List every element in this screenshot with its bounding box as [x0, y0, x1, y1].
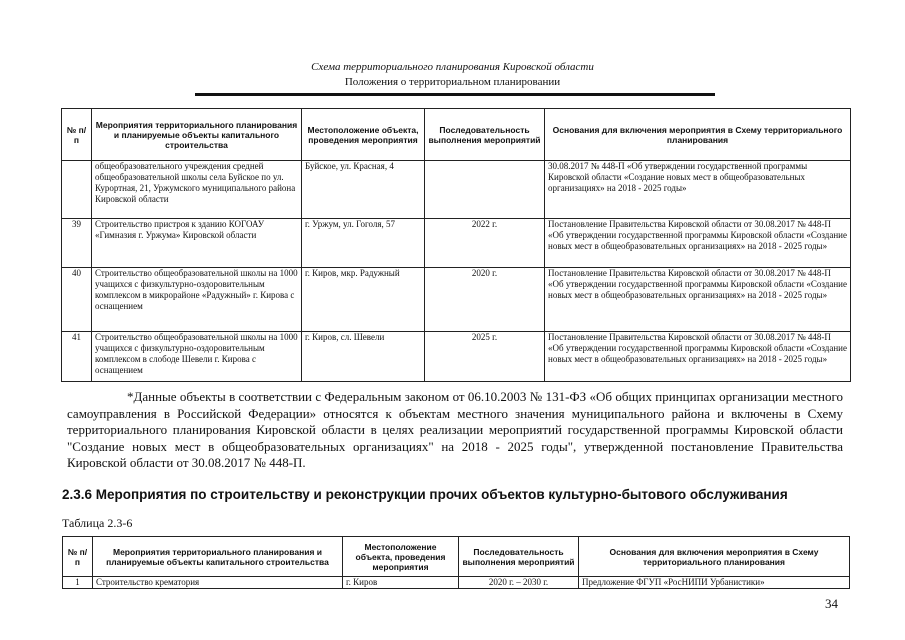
cell-sequence: 2025 г. [425, 332, 545, 382]
cell-basis: Постановление Правительства Кировской области от 30.08.2017 № 448-П «Об утверждении государственной программы Кировской области «Создание новых мест в общеобразовательных организациях» на 2018 - 2025 годы» [545, 219, 851, 268]
col-header-basis: Основания для включения мероприятия в Схему территориального планирования [579, 537, 850, 577]
table-row [62, 161, 851, 219]
cell-number: 1 [63, 577, 93, 589]
table-header-row [63, 537, 850, 577]
table-row [62, 268, 851, 332]
cell-activity: Строительство крематория [93, 577, 343, 589]
col-header-number: № п/п [62, 109, 92, 161]
table-cultural-objects [62, 536, 850, 589]
col-header-location: Местоположение объекта, проведения мероприятия [302, 109, 425, 161]
cell-basis: Постановление Правительства Кировской области от 30.08.2017 № 448-П «Об утверждении государственной программы Кировской области «Создание новых мест в общеобразовательных организациях» на 2018 - 2025 годы» [545, 268, 851, 332]
col-header-basis: Основания для включения мероприятия в Схему территориального планирования [545, 109, 851, 161]
cell-number: 41 [62, 332, 92, 382]
table-row [62, 219, 851, 268]
cell-activity: общеобразовательного учреждения средней общеобразовательной школы села Буйское по ул. Курортная, 21, Уржумского муниципального района Кировской области [92, 161, 302, 219]
cell-number [62, 161, 92, 219]
col-header-sequence: Последовательность выполнения мероприятий [459, 537, 579, 577]
cell-sequence: 2022 г. [425, 219, 545, 268]
page-number: 34 [825, 596, 838, 611]
col-header-activity: Мероприятия территориального планирования и планируемые объекты капитального строительства [92, 109, 302, 161]
col-header-number: № п/п [63, 537, 93, 577]
document-header-subtitle: Положения о территориальном планировании [344, 76, 561, 88]
cell-activity: Строительство пристроя к зданию КОГОАУ «Гимназия г. Уржума» Кировской области [92, 219, 302, 268]
document-header-title: Схема территориального планирования Кировской области [311, 61, 594, 73]
cell-sequence: 2020 г. [425, 268, 545, 332]
cell-sequence: 2020 г. – 2030 г. [459, 577, 579, 589]
table-school-construction [61, 108, 851, 382]
cell-basis: Предложение ФГУП «РосНИПИ Урбанистики» [579, 577, 850, 589]
col-header-location: Местоположение объекта, проведения мероприятия [343, 537, 459, 577]
table-header-row [62, 109, 851, 161]
cell-location: г. Киров, мкр. Радужный [302, 268, 425, 332]
footnote-paragraph: *Данные объекты в соответствии с Федеральным законом от 06.10.2003 № 131-ФЗ «Об общих принципах организации местного самоуправления в Российской Федерации» относятся к объектам местного значения муниципального района и включены в Схему территориального планирования Кировской области в целях реализации мероприятий государственной программы Кировской области "Создание новых мест в общеобразовательных организациях" на 2018 - 2025 годы", утвержденной постановление Правительства Кировской области от 30.08.2017 № 448-П. [67, 389, 843, 470]
section-heading: 2.3.6 Мероприятия по строительству и реконструкции прочих объектов культурно-бытового обслуживания [62, 487, 788, 502]
cell-location: г. Киров, сл. Шевели [302, 332, 425, 382]
cell-location: Буйское, ул. Красная, 4 [302, 161, 425, 219]
cell-location: г. Киров [343, 577, 459, 589]
table-row [63, 577, 850, 589]
cell-activity: Строительство общеобразовательной школы на 1000 учащихся с физкультурно-оздоровительным комплексом в микрорайоне «Радужный» г. Кирова с оснащением [92, 268, 302, 332]
table-row [62, 332, 851, 382]
col-header-sequence: Последовательность выполнения мероприятий [425, 109, 545, 161]
cell-activity: Строительство общеобразовательной школы на 1000 учащихся с физкультурно-оздоровительным комплексом в слободе Шевели г. Кирова с оснащением [92, 332, 302, 382]
header-rule [195, 93, 715, 96]
cell-number: 39 [62, 219, 92, 268]
cell-location: г. Уржум, ул. Гоголя, 57 [302, 219, 425, 268]
cell-basis: Постановление Правительства Кировской области от 30.08.2017 № 448-П «Об утверждении государственной программы Кировской области «Создание новых мест в общеобразовательных организациях» на 2018 - 2025 годы» [545, 332, 851, 382]
cell-number: 40 [62, 268, 92, 332]
col-header-activity: Мероприятия территориального планирования и планируемые объекты капитального строительства [93, 537, 343, 577]
cell-basis: 30.08.2017 № 448-П «Об утверждении государственной программы Кировской области «Создание новых мест в общеобразовательных организациях» на 2018 - 2025 годы» [545, 161, 851, 219]
table-caption: Таблица 2.3-6 [62, 516, 133, 530]
cell-sequence [425, 161, 545, 219]
